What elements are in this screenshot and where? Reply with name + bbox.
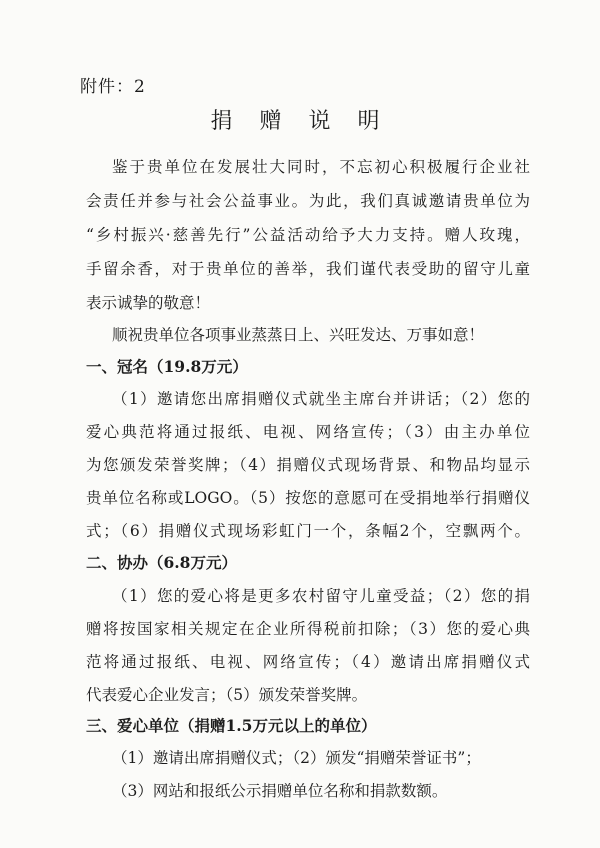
section-heading: 一、冠名（19.8万元） [86, 357, 248, 376]
intro-wish: 顺祝贵单位各项事业蒸蒸日上、兴旺发达、万事如意！ [112, 326, 485, 344]
intro-line: 鉴于贵单位在发展壮大同时，不忘初心积极履行企业社 [112, 158, 530, 176]
section-line: 爱心典范将通过报纸、电视、网络宣传；（3）由主办单位 [86, 423, 530, 441]
section-line: 贵单位名称或LOGO。（5）按您的意愿可在受捐地举行捐赠仪 [86, 489, 530, 507]
intro-line: 会责任并参与社会公益事业。为此，我们真诚邀请贵单位为 [86, 192, 530, 210]
section-line: 式；（6）捐赠仪式现场彩虹门一个，条幅2个，空飘两个。 [86, 522, 530, 540]
attachment-label: 附件：2 [80, 77, 146, 97]
section-line: 为您颁发荣誉奖牌；（4）捐赠仪式现场背景、和物品均显示 [86, 456, 530, 474]
section-line: 范将通过报纸、电视、网络宣传；（4）邀请出席捐赠仪式 [86, 653, 530, 671]
section-line: （1）您的爱心将是更多农村留守儿童受益；（2）您的捐 [112, 587, 530, 605]
section-heading: 二、协办（6.8万元） [86, 553, 237, 572]
section-line: 代表爱心企业发言；（5）颁发荣誉奖牌。 [86, 686, 368, 704]
section-line: （1）邀请您出席捐赠仪式就坐主席台并讲话；（2）您的 [112, 390, 530, 408]
section-heading: 三、爱心单位（捐赠1.5万元以上的单位） [86, 716, 377, 735]
page-title: 捐 赠 说 明 [210, 109, 390, 134]
section-line: （1）邀请出席捐赠仪式；（2）颁发“捐赠荣誉证书”； [112, 749, 481, 767]
intro-line: 表示诚挚的敬意！ [86, 294, 211, 312]
intro-line: 手留余香，对于贵单位的善举，我们谨代表受助的留守儿童 [86, 260, 530, 278]
section-line: 赠将按国家相关规定在企业所得税前扣除；（3）您的爱心典 [86, 620, 530, 638]
intro-line: “乡村振兴·慈善先行”公益活动给予大力支持。赠人玫瑰， [86, 226, 530, 244]
section-line: （3）网站和报纸公示捐赠单位名称和捐款数额。 [112, 782, 448, 800]
